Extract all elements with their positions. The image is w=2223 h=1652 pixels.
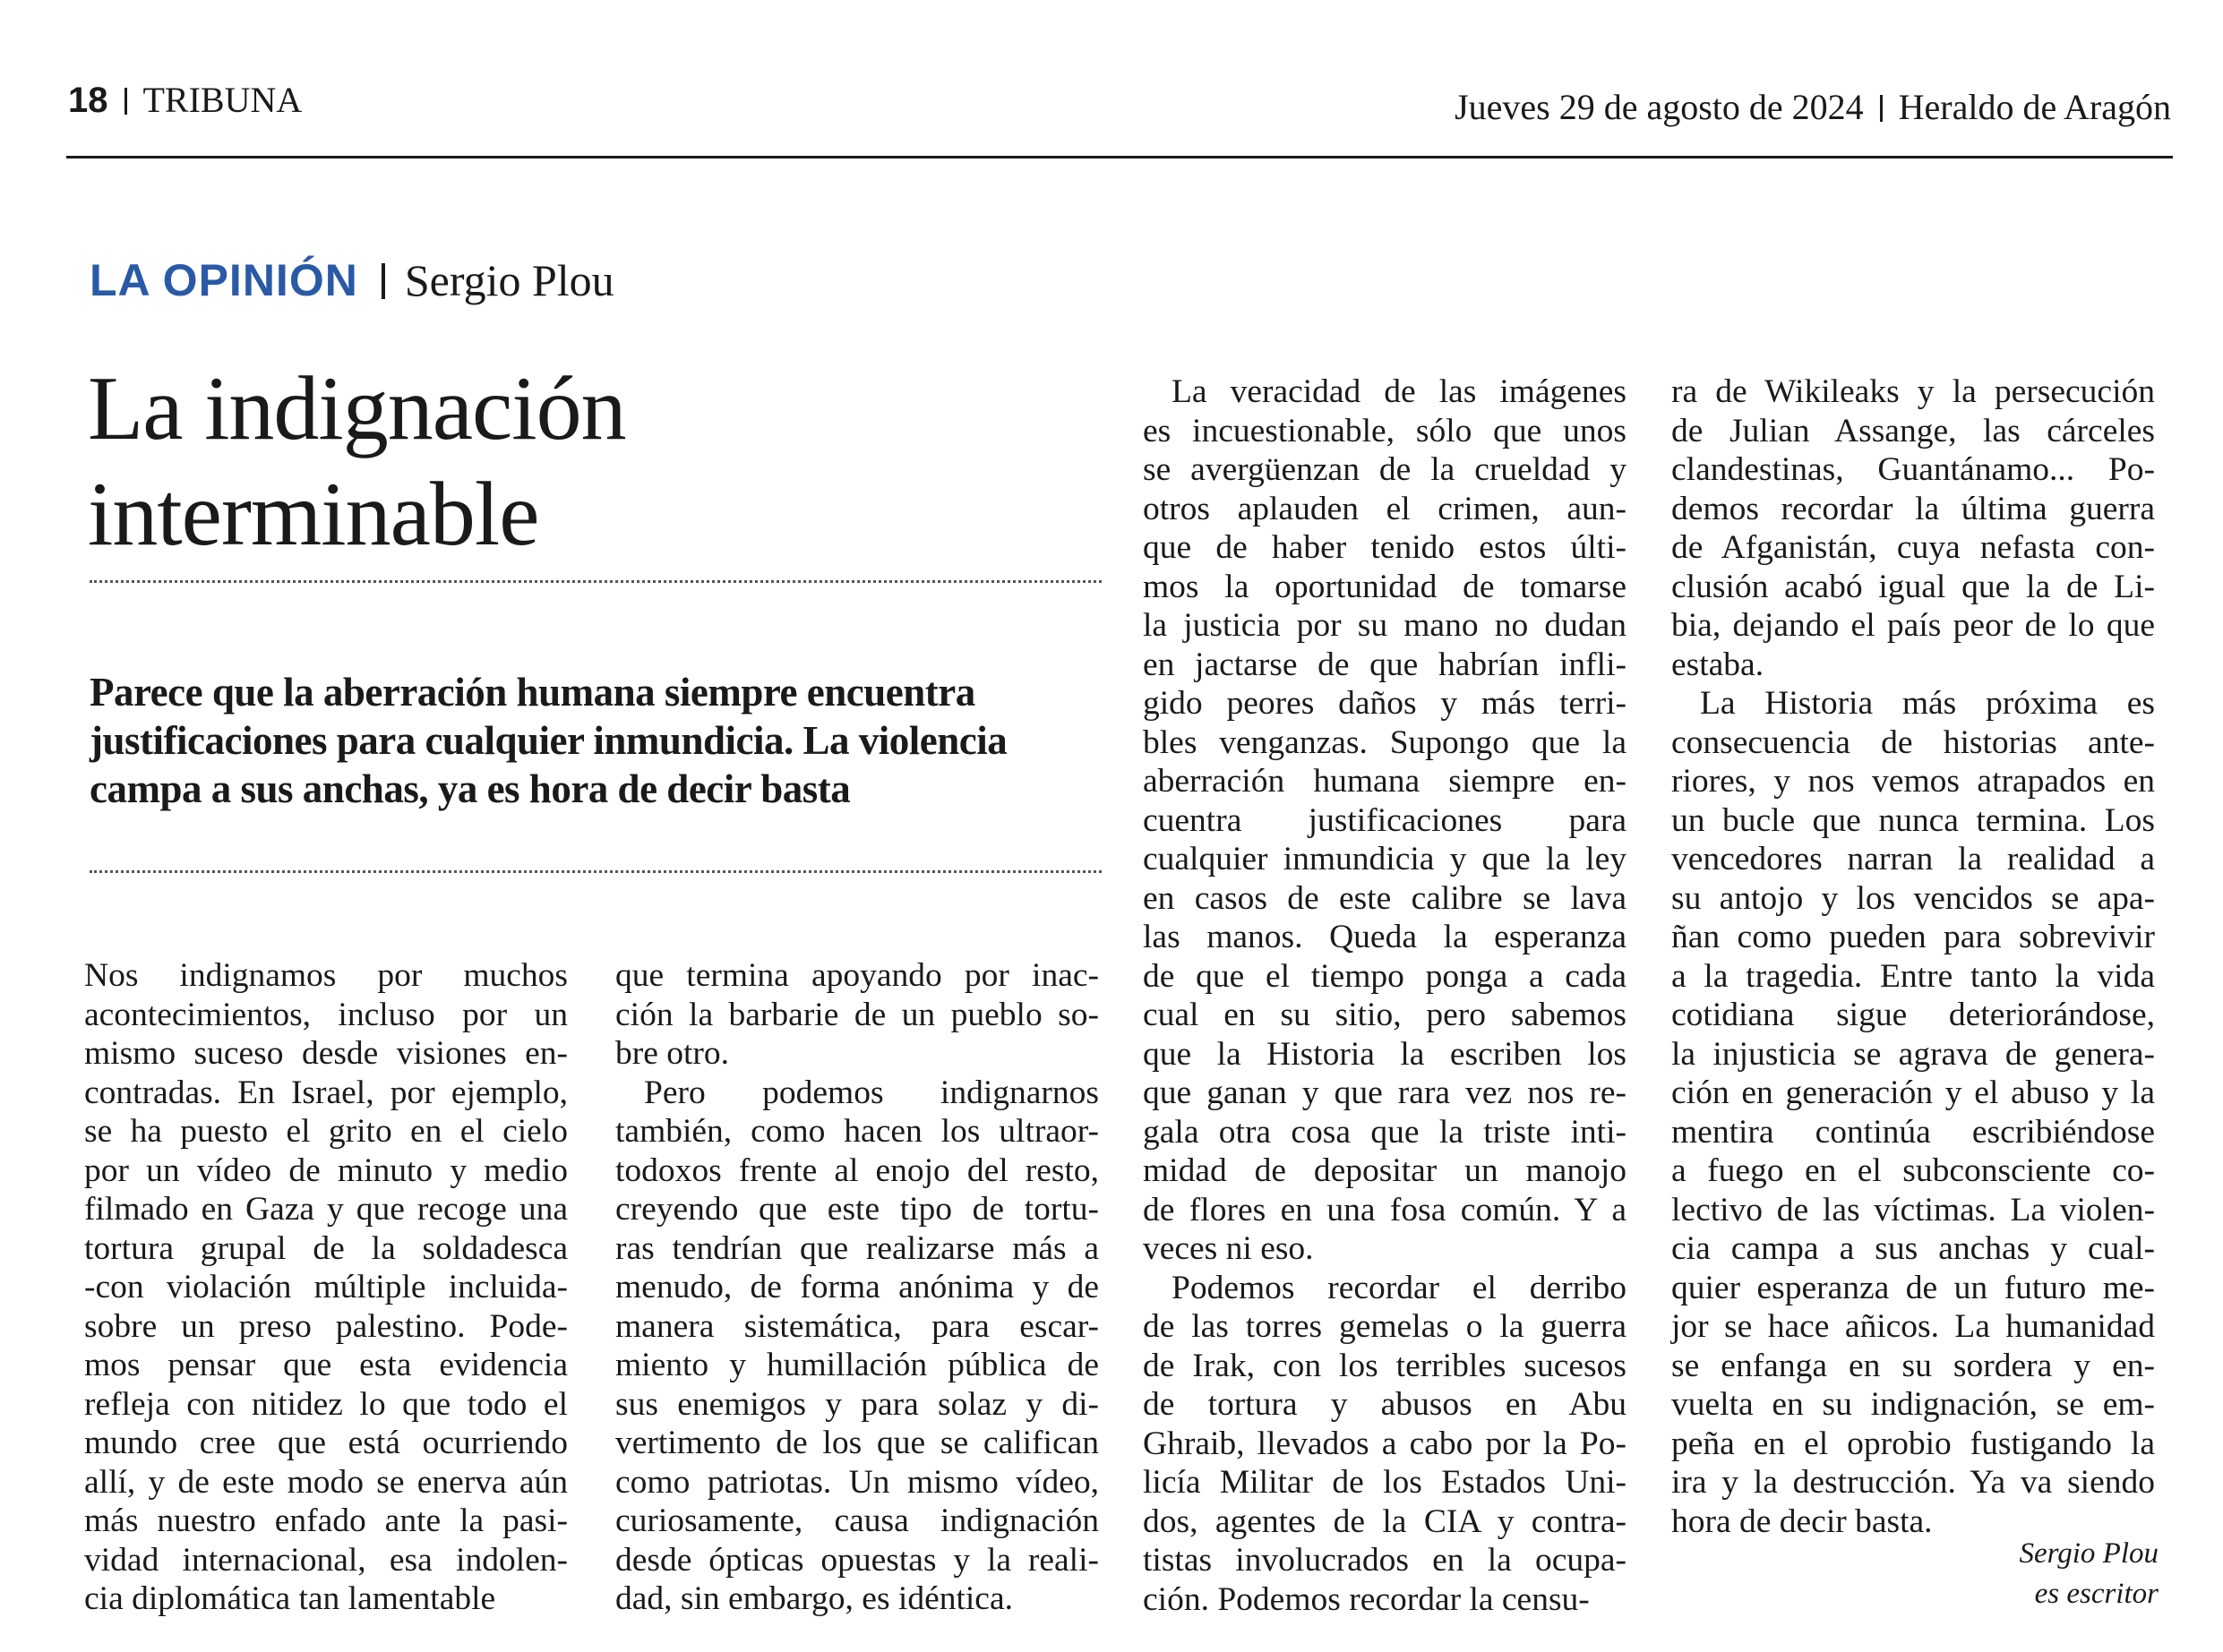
body-text-line: cotidiana sigue deteriorándose, (1671, 997, 2155, 1033)
deck-line: campa a sus anchas, ya es hora de decir basta (90, 766, 851, 811)
body-text-line: se ha puesto el grito en el cielo (84, 1113, 568, 1150)
body-text-line: ción en generación y el abuso y la (1671, 1074, 2155, 1111)
body-text-line: en casos de este calibre se lava (1143, 879, 1626, 917)
body-text-line: como patriotas. Un mismo vídeo, (615, 1463, 1099, 1501)
body-text-line: la justicia por su mano no dudan (1143, 607, 1626, 644)
header-separator (1880, 95, 1883, 122)
body-text-line: de Irak, con los terribles sucesos (1143, 1347, 1626, 1384)
publication-date: Jueves 29 de agosto de 2024 (1455, 87, 1864, 127)
body-column-1 (84, 956, 568, 1619)
body-text-line: que ganan y que rara vez nos re- (1143, 1074, 1626, 1111)
body-text-line: manera sistemática, para escar- (615, 1307, 1099, 1345)
body-text-line: jor se hace añicos. La humanidad (1671, 1308, 2155, 1345)
article-title (88, 356, 1073, 568)
body-text-line: gido peores daños y más terri- (1143, 685, 1626, 722)
body-text-line: allí, y de este modo se enerva aún (84, 1463, 568, 1501)
page-number: 18 (68, 81, 108, 120)
page-header-right (1455, 86, 2171, 128)
dotted-divider-bottom (90, 870, 1102, 873)
body-text-line: ira y la destrucción. Ya va siendo (1671, 1464, 2155, 1501)
body-text-line: de flores en una fosa común. Y a (1143, 1191, 1626, 1228)
body-text-line: lectivo de las víctimas. La violen- (1671, 1191, 2155, 1228)
body-text-line: Ghraib, llevados a cabo por la Po- (1143, 1425, 1626, 1462)
dotted-divider-top (90, 580, 1102, 583)
body-text-line: mundo cree que está ocurriendo (84, 1425, 568, 1461)
body-text-line: sus enemigos y para solaz y di- (615, 1385, 1099, 1423)
kicker-section: LA OPINIÓN (90, 255, 358, 305)
body-text-line: bles venganzas. Supongo que la (1143, 723, 1626, 761)
body-text-line: clusión acabó igual que la de Li- (1671, 568, 2155, 605)
body-text-line: vidad internacional, esa indolen- (84, 1541, 568, 1579)
body-column-4 (1671, 372, 2155, 1541)
body-text-line: ra de Wikileaks y la persecución (1671, 373, 2155, 410)
signature-name: Sergio Plou (2019, 1537, 2159, 1570)
body-text-line: gala otra cosa que la triste inti- (1143, 1113, 1626, 1151)
body-text-line: dad, sin embargo, es idéntica. (615, 1580, 1013, 1617)
body-text-line: ras tendrían que realizarse más a (615, 1229, 1099, 1267)
body-text-line: las manos. Queda la esperanza (1143, 919, 1626, 955)
body-text-line: de Afganistán, cuya nefasta con- (1671, 529, 2155, 566)
body-text-line: de tortura y abusos en Abu (1143, 1386, 1626, 1423)
title-line: interminable (88, 464, 539, 565)
body-text-line: es incuestionable, sólo que unos (1143, 412, 1626, 449)
body-text-line: vertimento de los que se califican (615, 1425, 1099, 1461)
body-text-line: más nuestro enfado ante la pasi- (84, 1502, 568, 1539)
body-text-line: de las torres gemelas o la guerra (1143, 1308, 1626, 1345)
body-text-line: también, como hacen los ultraor- (615, 1113, 1099, 1150)
body-text-line: se avergüenzan de la crueldad y (1143, 451, 1626, 488)
body-text-line: bre otro. (615, 1035, 730, 1072)
title-line: La indignación (88, 358, 626, 459)
article-kicker (90, 254, 614, 306)
body-text-line: ción la barbarie de un pueblo so- (615, 996, 1099, 1033)
header-rule (66, 156, 2173, 158)
body-text-line: sobre un preso palestino. Pode- (84, 1307, 568, 1345)
body-text-line: cuentra justificaciones para (1143, 801, 1626, 839)
body-text-line: filmado en Gaza y que recoge una (84, 1191, 568, 1228)
body-text-line: demos recordar la última guerra (1671, 490, 2155, 527)
body-text-line: Pero podemos indignarnos (644, 1074, 1099, 1111)
body-text-line: bia, dejando el país peor de lo que (1671, 607, 2155, 644)
body-text-line: La veracidad de las imágenes (1172, 373, 1626, 410)
body-text-line: contradas. En Israel, por ejemplo, (84, 1074, 568, 1111)
body-text-line: Nos indignamos por muchos (84, 957, 568, 994)
body-text-line: por un vídeo de minuto y medio (84, 1151, 568, 1189)
body-text-line: cia campa a sus anchas y cual- (1671, 1230, 2155, 1267)
body-text-line: licía Militar de los Estados Uni- (1143, 1464, 1626, 1501)
body-text-line: tistas involucrados en la ocupa- (1143, 1542, 1626, 1579)
newspaper-name: Heraldo de Aragón (1898, 87, 2171, 127)
body-text-line: acontecimientos, incluso por un (84, 996, 568, 1033)
deck-line: Parece que la aberración humana siempre encuentra (90, 670, 975, 715)
body-text-line: cia diplomática tan lamentable (84, 1580, 496, 1617)
body-text-line: su antojo y los vencidos se apa- (1671, 879, 2155, 917)
body-text-line: vencedores narran la realidad a (1671, 841, 2155, 877)
body-column-3 (1143, 372, 1626, 1619)
body-text-line: refleja con nitidez lo que todo el (84, 1385, 568, 1423)
body-text-line: cual en su sitio, pero sabemos (1143, 997, 1626, 1033)
body-column-2 (615, 956, 1099, 1619)
body-text-line: creyendo que este tipo de tortu- (615, 1191, 1099, 1228)
body-text-line: de Julian Assange, las cárceles (1671, 412, 2155, 449)
body-text-line: se enfanga en su sordera y en- (1671, 1347, 2155, 1384)
body-text-line: que termina apoyando por inac- (615, 957, 1099, 994)
kicker-separator (382, 263, 385, 299)
body-text-line: Podemos recordar el derribo (1172, 1269, 1626, 1306)
header-separator (124, 88, 127, 115)
body-text-line: miento y humillación pública de (615, 1347, 1099, 1383)
body-text-line: peña en el oprobio fustigando la (1671, 1425, 2155, 1462)
deck-line: justificaciones para cualquier inmundicia. La violencia (90, 718, 1008, 763)
signature-role: es escritor (2034, 1578, 2159, 1610)
body-text-line: que de haber tenido estos últi- (1143, 529, 1626, 566)
body-text-line: todoxos frente al enojo del resto, (615, 1151, 1099, 1189)
body-text-line: -con violación múltiple incluida- (84, 1269, 568, 1305)
body-text-line: un bucle que nunca termina. Los (1671, 801, 2155, 839)
body-text-line: desde ópticas opuestas y la reali- (615, 1541, 1099, 1579)
body-text-line: cualquier inmundicia y que la ley (1143, 841, 1626, 877)
body-text-line: mismo suceso desde visiones en- (84, 1035, 568, 1072)
body-text-line: hora de decir basta. (1671, 1502, 1933, 1540)
body-text-line: consecuencia de historias ante- (1671, 723, 2155, 761)
body-text-line: ñan como pueden para sobrevivir (1671, 919, 2155, 955)
section-name: TRIBUNA (142, 80, 303, 120)
body-text-line: clandestinas, Guantánamo... Po- (1671, 451, 2155, 488)
author-signature (1836, 1534, 2159, 1614)
body-text-line: mos pensar que esta evidencia (84, 1347, 568, 1383)
body-text-line: a fuego en el subconsciente co- (1671, 1152, 2155, 1189)
body-text-line: otros aplauden el crimen, aun- (1143, 490, 1626, 527)
body-text-line: quier esperanza de un futuro me- (1671, 1269, 2155, 1306)
body-text-line: la injusticia se agrava de genera- (1671, 1035, 2155, 1073)
body-text-line: que la Historia la escriben los (1143, 1035, 1626, 1073)
body-text-line: La Historia más próxima es (1700, 685, 2155, 722)
body-text-line: tortura grupal de la soldadesca (84, 1229, 568, 1267)
body-text-line: riores, y nos vemos atrapados en (1671, 763, 2155, 800)
body-text-line: vuelta en su indignación, se em- (1671, 1386, 2155, 1423)
body-text-line: aberración humana siempre en- (1143, 763, 1626, 800)
body-text-line: mos la oportunidad de tomarse (1143, 568, 1626, 605)
page-header-left (68, 79, 302, 121)
body-text-line: estaba. (1671, 646, 1764, 683)
body-text-line: veces ni eso. (1143, 1230, 1314, 1267)
body-text-line: midad de depositar un manojo (1143, 1152, 1626, 1189)
body-text-line: en jactarse de que habrían infli- (1143, 646, 1626, 683)
body-text-line: a la tragedia. Entre tanto la vida (1671, 957, 2155, 995)
body-text-line: curiosamente, causa indignación (615, 1502, 1099, 1539)
body-text-line: mentira continúa escribiéndose (1671, 1113, 2155, 1151)
body-text-line: menudo, de forma anónima y de (615, 1269, 1099, 1305)
body-text-line: de que el tiempo ponga a cada (1143, 957, 1626, 995)
body-text-line: ción. Podemos recordar la censu- (1143, 1580, 1590, 1618)
kicker-author: Sergio Plou (404, 255, 614, 305)
article-deck (90, 668, 1111, 813)
body-text-line: dos, agentes de la CIA y contra- (1143, 1502, 1626, 1540)
